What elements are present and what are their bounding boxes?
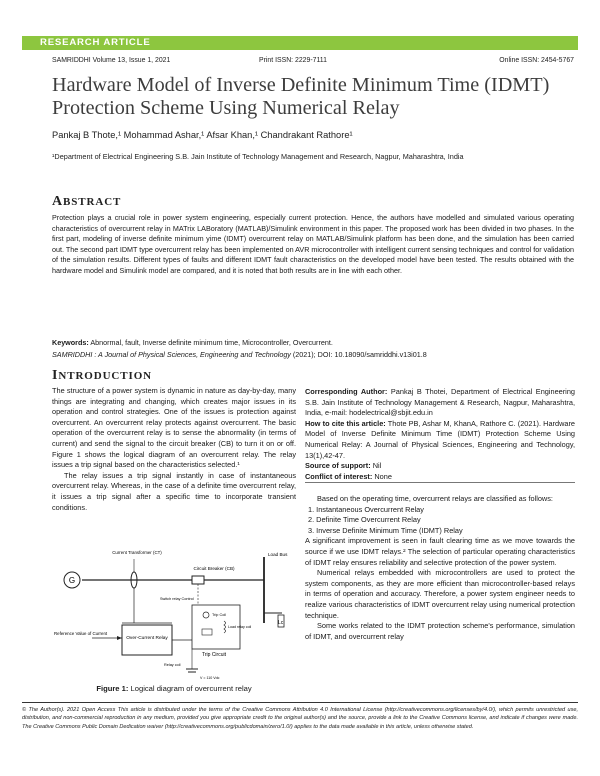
how-to-cite-text: Thote PB, Ashar M, KhanA, Rathore C. (2021). Hardware Model of Inverse Definite Minimum Time (IDMT) Protection Scheme Using Numerical Relay: A Journal of Physical Sciences, Engineering and Technology, 13(1),42-47.: [305, 418, 575, 460]
ocr-label: Over-Current Relay: [126, 636, 168, 641]
article-title: Hardware Model of Inverse Definite Minimum Time (IDMT) Protection Scheme Using Numerical Relay: [52, 74, 550, 119]
license-footer: © The Author(s). 2021 Open Access This article is distributed under the terms of the Creative Commons Attribution 4.0 International License (http://creativecommons.org/licenses/by/4.0/), which permits unrestricted use, distribution, and non-commercial reproduction in any medium, provided you give appropriate credit to the original author(s) and the source, provide a link to the Creative Commons license, and indicate if changes were made. The Creative Commons Public Domain Dedication waiver (http://creativecommons.org/publicdomain/zero/1.0/) applies to the data made available in this article, unless otherwise stated.: [22, 707, 578, 730]
switch-control-label: Switch relay Control: [160, 597, 194, 601]
generator-label: G: [68, 576, 76, 585]
trip-coil-label: Trip Coil: [212, 613, 226, 617]
intro-body: [52, 386, 296, 513]
abstract-heading-initial: A: [52, 194, 64, 209]
cb-symbol: [192, 576, 204, 584]
how-to-cite-label: How to cite this article:: [305, 418, 386, 428]
corresponding-author-text: Pankaj B Thotei, Department of Electrical Engineering S.B. Jain Institute of Technology Management & Research, Nagpur, Maharashtra, India, e-mail: hodelectrical@sbjit.edu.in: [305, 387, 575, 418]
figure-caption-text: Logical diagram of overcurrent relay: [130, 684, 252, 693]
print-issn: Print ISSN: 2229-7111: [259, 57, 327, 64]
figure-caption: [52, 684, 296, 693]
intro-heading-rest: NTRODUCTION: [58, 370, 152, 382]
intro-paragraph-2: The relay issues a trip signal instantly in case of instantaneous overcurrent relay. Whereas, in the case of a definite time overcurrent relay, it issues a trip signal after a specific time to incorporate transient conditions.: [52, 470, 296, 512]
conflict-text: None: [374, 471, 392, 481]
relay-contact: [202, 629, 212, 635]
list-item: 2. Definite Time Overcurrent Relay: [308, 515, 421, 525]
correspondence-box: [305, 387, 575, 482]
right-paragraph-2: A significant improvement is seen in fault clearing time as we move towards the source if we use IDMT relays.² The selection of particular operating characteristics of IDMT relay ensures reliability and selective protection of the power system.: [305, 536, 575, 567]
introduction-heading: [52, 368, 152, 384]
list-item: 3. Inverse Definite Minimum Time (IDMT) Relay: [308, 525, 463, 535]
keywords: [52, 338, 574, 347]
citation-journal: SAMRIDDHI : A Journal of Physical Sciences, Engineering and Technology: [52, 350, 291, 359]
abstract-heading-rest: BSTRACT: [63, 196, 122, 208]
trip-circuit-label: Trip Circuit: [202, 652, 226, 658]
relay-type-list: [305, 505, 575, 537]
load-bus-label: Load Bus: [268, 552, 288, 557]
journal-info-row: [52, 57, 574, 64]
abstract-text: Protection plays a crucial role in power system engineering, especially current protection. Hence, the authors have modelled and simulated various operating characteristics of overcurrent relay in MATrix LABoratory (MATLAB)/Simulink environment in this paper. The proposed work has been divided in two phases. In the first part, modeling of inverse definite minimum yime (IDMT) overcurrent relay on MATLAB/Simulink platform has been done, and the simulation has been carried out. The second part IDMT type overcurrent relay has been implemented on AVR microcontroller with intelligent current sensing techniques and control for validation of the simulation results. Different types of faults and different IDMT fault characteristics on the developed model have been tested. The results obtained with the hardware model and Simulink model are compared, and it is noted that both results are in line with each other.: [52, 213, 574, 275]
keywords-label: Keywords:: [52, 338, 89, 347]
right-column-body: [305, 494, 575, 642]
reference-label: Reference Value of Current: [54, 631, 108, 636]
right-paragraph-3: Numerical relays embedded with microcontrollers are used to protect the system components, as they are more efficient than microcontroller-based relays in terms of operation and accuracy. Therefore, a power system engineer needs to realize various characteristics of IDMT overcurrent relay using numerical protection technique.: [305, 568, 575, 620]
load-relay-coil-label: Load relay coil: [228, 625, 252, 629]
corresponding-author-label: Corresponding Author:: [305, 387, 388, 396]
relay-coil-label: Relay coil: [164, 663, 181, 667]
support-text: Nil: [372, 461, 382, 471]
journal-issue: SAMRIDDHI Volume 13, Issue 1, 2021: [52, 57, 171, 64]
right-paragraph-4: Some works related to the IDMT protection scheme's performance, simulation of IDMT, and overcurrent relay: [305, 621, 575, 641]
figure-caption-label: Figure 1:: [96, 684, 129, 693]
relay-coil-symbol: [224, 621, 226, 633]
author-list: Pankaj B Thote,¹ Mohammad Ashar,¹ Afsar Khan,¹ Chandrakant Rathore¹: [52, 130, 353, 140]
support-label: Source of support:: [305, 461, 371, 471]
journal-citation: [52, 350, 574, 359]
right-paragraph-1: Based on the operating time, overcurrent relays are classified as follows:: [317, 494, 553, 503]
conflict-label: Conflict of interest:: [305, 471, 373, 481]
ct-label: Current Transformer (CT): [112, 550, 162, 555]
citation-doi: (2021); DOI: 10.18090/samriddhi.v13i01.8: [292, 350, 427, 359]
trip-coil-symbol: [203, 612, 209, 618]
keywords-text: Abnormal, fault, Inverse definite minimum time, Microcontroller, Overcurrent.: [90, 338, 333, 347]
figure-1-diagram: [52, 543, 296, 681]
lc-label: Lc: [278, 620, 284, 626]
online-issn: Online ISSN: 2454-5767: [499, 57, 574, 64]
footer-divider: [22, 702, 578, 703]
list-item: 1. Instantaneous Overcurrent Relay: [308, 504, 424, 514]
intro-heading-initial: I: [52, 368, 59, 383]
abstract-heading: [52, 194, 121, 210]
vdc-label: V = 110 Vdc: [200, 676, 220, 680]
correspondence-divider: [305, 482, 575, 483]
intro-paragraph-1: The structure of a power system is dynamic in nature as day-by-day, many things are integrating and changing, which creates major issues in its operation and control strategies. One of the issues is protection against overcurrent. An overcurrent relay protects against overcurrent. The basic operation of the overcurrent relay is to sense the abnormality (in terms of current) and send the signal to the circuit breaker (CB) to turn it on or off. Figure 1 shows the logical diagram of an overcurrent relay. The relay issues a trip signal based on the characteristics selected.¹: [52, 386, 296, 470]
affiliation: ¹Department of Electrical Engineering S.B. Jain Institute of Technology Management and Research, Nagpur, Maharashtra, India: [52, 152, 464, 161]
band-label: RESEARCH ARTICLE: [40, 37, 151, 48]
reference-arrow: [117, 636, 122, 640]
section-band: [22, 36, 578, 50]
cb-label: Circuit Breaker (CB): [193, 566, 235, 571]
